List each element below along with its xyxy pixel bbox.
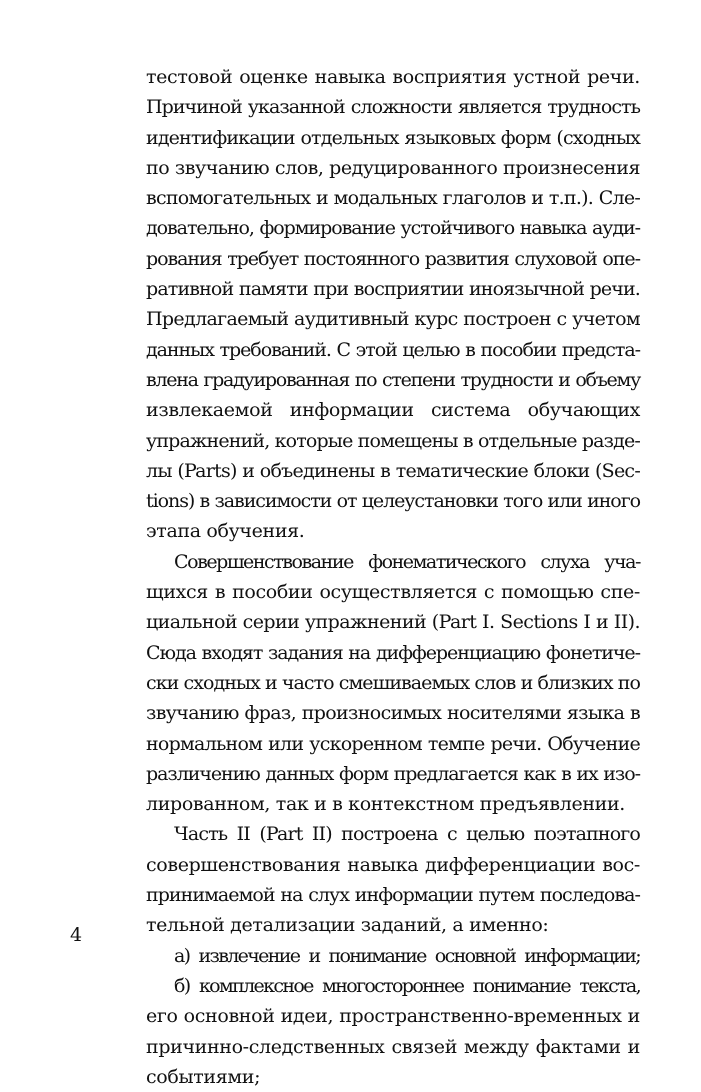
text-line: довательно, формирование устойчивого навыка ауди-	[146, 217, 640, 240]
text-line: Предлагаемый аудитивный курс построен с учетом	[146, 308, 640, 331]
text-line: циальной серии упражнений (Part I. Sections I и II).	[146, 611, 640, 634]
text-line: звучанию фраз, произносимых носителями языка в	[146, 702, 640, 725]
text-line: б) комплексное многостороннее понимание текста,	[174, 974, 640, 997]
text-line: различению данных форм предлагается как в их изо-	[146, 762, 640, 785]
text-line: tions) в зависимости от целеустановки того или иного	[146, 490, 640, 513]
text-line: Причиной указанной сложности является трудность	[146, 96, 640, 119]
text-line: щихся в пособии осуществляется с помощью спе-	[146, 581, 640, 604]
text-line: совершенствования навыка дифференциации вос-	[146, 853, 640, 876]
text-line: тельной детализации заданий, а именно:	[146, 914, 549, 937]
text-line: рования требует постоянного развития слуховой опе-	[146, 247, 640, 270]
text-line: извлекаемой информации система обучающих	[146, 399, 640, 422]
text-line: лированном, так и в контекстном предъявлении.	[146, 793, 625, 816]
text-line: причинно-следственных связей между фактами и	[146, 1035, 640, 1058]
text-line: его основной идеи, пространственно-временных и	[146, 1005, 640, 1028]
page-number: 4	[70, 924, 83, 946]
text-line: данных требований. С этой целью в пособии предста-	[146, 338, 640, 361]
text-line: ративной памяти при восприятии иноязычной речи.	[146, 278, 640, 301]
text-line: вспомогательных и модальных глаголов и т.п.). Сле-	[146, 187, 640, 210]
text-line: этапа обучения.	[146, 520, 305, 543]
text-line: нормальном или ускоренном темпе речи. Обучение	[146, 732, 640, 755]
text-line: принимаемой на слух информации путем последова-	[146, 884, 640, 907]
body-text	[146, 62, 640, 1092]
text-line: идентификации отдельных языковых форм (сходных	[146, 126, 640, 149]
text-line: влена градуированная по степени трудности и объему	[146, 368, 640, 391]
text-line: тестовой оценке навыка восприятия устной речи.	[146, 66, 640, 88]
text-line: Часть II (Part II) построена с целью поэтапного	[174, 823, 640, 846]
text-line: лы (Parts) и объединены в тематические блоки (Sec-	[146, 459, 640, 482]
text-line: а) извлечение и понимание основной информации;	[174, 944, 640, 967]
text-line: по звучанию слов, редуцированного произнесения	[146, 156, 640, 179]
text-line: событиями;	[146, 1065, 261, 1088]
text-line: ски сходных и часто смешиваемых слов и близких по	[146, 671, 640, 694]
text-line: Сюда входят задания на дифференциацию фонетиче-	[146, 641, 640, 664]
text-line: упражнений, которые помещены в отдельные разде-	[146, 429, 640, 452]
text-line: Совершенствование фонематического слуха уча-	[174, 550, 640, 573]
